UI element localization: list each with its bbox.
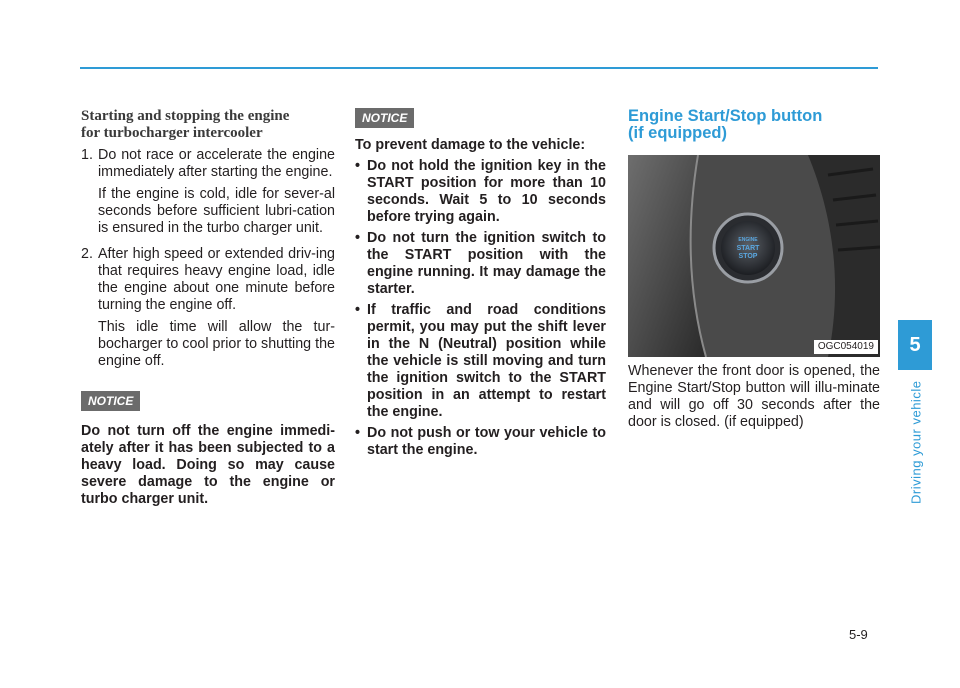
right-column [628, 108, 880, 142]
bullet-item: • Do not hold the ignition key in the START position for more than 10 seconds. Wait 5 to 10 seconds before trying again. [355, 158, 606, 225]
photo-caption: OGC054019 [814, 340, 878, 354]
middle-column [355, 108, 606, 463]
button-text-start: START [736, 245, 760, 252]
page-number: 5-9 [849, 627, 868, 642]
bullet-item: • Do not turn the ignition switch to the START position with the engine running. It may damage the starter. [355, 230, 606, 297]
button-text-stop: STOP [738, 253, 758, 260]
bullet-item: • If traffic and road conditions permit, you may put the shift lever in the N (Neutral) position while the vehicle is still moving and turn the ignition switch to the START position in an attempt to restart the engine. [355, 302, 606, 420]
right-paragraph-block [628, 363, 880, 431]
item-number: 1. [81, 147, 93, 163]
item-paragraph: If the engine is cold, idle for sever-al seconds before sufficient lubri-cation is ensured in the turbo charger unit. [98, 186, 335, 236]
item-number: 2. [81, 246, 93, 262]
section-title-line2: (if equipped) [628, 124, 727, 142]
bullet-item: • Do not push or tow your vehicle to start the engine. [355, 425, 606, 458]
bullet-dot-icon: • [355, 230, 361, 246]
top-rule [80, 67, 878, 69]
numbered-item-1 [81, 147, 335, 242]
notice-badge: NOTICE [355, 108, 414, 128]
section-title-start-stop [628, 108, 880, 142]
item-paragraph: Do not race or accelerate the engine immediately after starting the engine. [98, 147, 335, 180]
button-text-engine: ENGINE [738, 237, 758, 243]
bullet-dot-icon: • [355, 302, 361, 318]
section-heading-turbo [81, 108, 335, 142]
section-title-line1: Engine Start/Stop button [628, 107, 823, 125]
item-paragraph: After high speed or extended driv-ing that requires heavy engine load, idle the engine about one minute before turning the engine off. [98, 246, 335, 313]
section-heading-line1: Starting and stopping the engine [81, 108, 290, 124]
start-stop-paragraph: Whenever the front door is opened, the Engine Start/Stop button will illu-minate and will go off 30 seconds after the door is closed. (if equipped) [628, 363, 880, 430]
notice-text: Do not turn off the engine immedi-ately after it has been subjected to a heavy load. Doing so may cause severe damage to the engine or turbo charger unit. [81, 423, 335, 507]
photo-illustration [628, 155, 880, 357]
bullet-dot-icon: • [355, 425, 361, 441]
notice-badge: NOTICE [81, 391, 140, 411]
chapter-label: Driving your vehicle [908, 380, 924, 505]
numbered-item-2 [81, 246, 335, 375]
section-heading-line2: for turbocharger intercooler [81, 125, 263, 141]
item-paragraph: This idle time will allow the tur-bocharger to cool prior to shutting the engine off. [98, 319, 335, 369]
left-column [81, 108, 335, 508]
bullet-dot-icon: • [355, 158, 361, 174]
chapter-number-tab: 5 [898, 320, 932, 370]
notice-lead: To prevent damage to the vehicle: [355, 137, 586, 153]
start-stop-button-photo [628, 155, 880, 357]
